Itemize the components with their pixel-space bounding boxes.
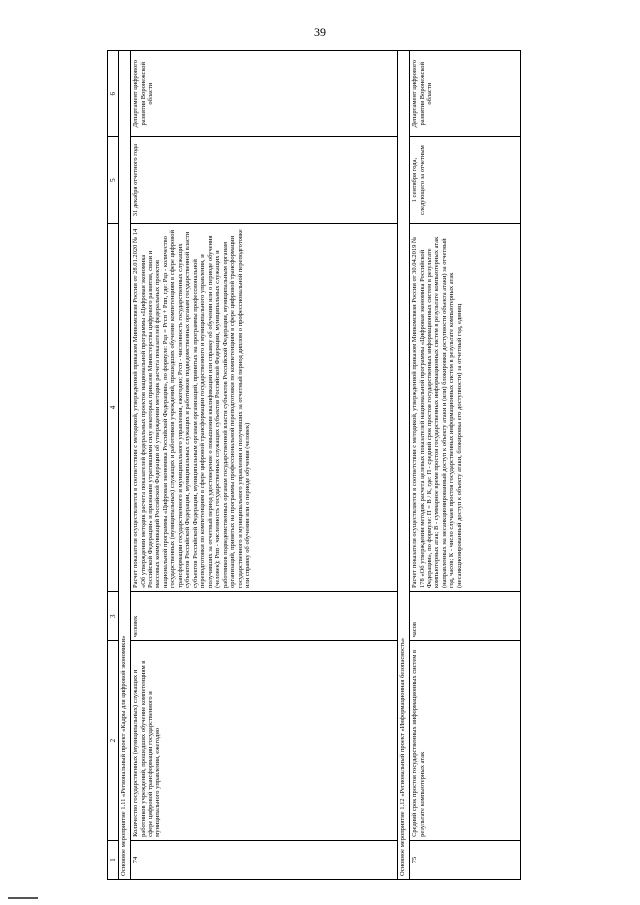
page-number: 39: [314, 25, 326, 39]
col-header-4: 4: [108, 223, 119, 591]
col-header-2: 2: [108, 641, 119, 841]
term: 1 сентября года, следующего за отчетным: [410, 137, 521, 223]
section-row: [398, 51, 410, 880]
header-row: [108, 51, 119, 880]
responsible: Департамент цифрового развития Воронежской области: [131, 51, 398, 137]
indicators-table: [107, 50, 521, 880]
table-row: [410, 51, 521, 880]
unit: человек: [131, 592, 398, 641]
col-header-5: 5: [108, 137, 119, 223]
row-number: 75: [410, 840, 521, 879]
rotated-table-container: [107, 50, 510, 880]
term: 31 декабря отчетного года: [131, 137, 398, 223]
calculation-method: Расчет показателя осуществляется в соответствии с методикой, утвержденной приказом Минкомсвязи России от 30.04.2019 № 178 «Об утверждении методик расчета целевых показателей национальной программы «Цифровая экономика Российской Федерации», по формуле: П = В / К, где: П - средний срок простоя государственных информационных систем в результате компьютерных атак; В - суммарное время простоя государственных информационных систем в результате компьютерных атак (направленных на несанкционированный доступ к объекту атаки и (или) блокировки доступности объекта атаки) за отчетный год, часов; К - число случаев простоя государственных информационных систем в результате компьютерных атак (несанкционированный доступ к объекту атаки, блокировка его доступности) за отчетный год, единиц: [410, 223, 521, 591]
unit: часов: [410, 592, 521, 641]
responsible: Департамент цифрового развития Воронежской области: [410, 51, 521, 137]
table-row: [131, 51, 398, 880]
indicator-name: Средний срок простоя государственных информационных систем в результате компьютерных атак: [410, 641, 521, 841]
row-number: 74: [131, 840, 398, 879]
calculation-method: Расчет показателя осуществляется в соответствии с методикой, утвержденной приказом Минкомсвязи России от 28.01.2020 № 14 «Об утверждении методик расчета показателей федеральных проектов национальной программы «Цифровая экономика Российской Федерации» и признании утратившими силу некоторых приказов Министерства цифрового развития, связи и массовых коммуникаций Российской Федерации об утверждении методик расчета показателей федеральных проектов национальной программы «Цифровая экономика Российской Федерации», по формуле: Рцз = Ргсп + Рпп, где: Рцз - количество государственных (муниципальных) служащих и работников учреждений, прошедших обучение компетенциям в сфере цифровой трансформации государственного и муниципального управления, ежегодно; Ргсп - численность государственных служащих субъектов Российской Федерации, муниципальных служащих и работников подведомственных органам государственной власти субъектов Российской Федерации, муниципальным органам организаций, принятых на программы профессиональной переподготовки по компетенциям в сфере цифровой трансформации государственного и муниципального управления, и получивших за отчетный период удостоверение о повышении квалификации или справку об обучении или о периоде обучения (человек); Рпп - численность государственных служащих субъектов Российской Федерации, муниципальных служащих и работников подведомственных органам государственной власти субъектов Российской Федерации, муниципальным органам организаций, принятых на программы профессиональной переподготовки по компетенциям в сфере цифровой трансформации государственного и муниципального управления и получивших за отчетный период диплом о профессиональной переподготовке или справку об обучении или о периоде обучения (человек): [131, 223, 398, 591]
col-header-3: 3: [108, 592, 119, 641]
scan-edge-mark: [8, 897, 38, 899]
section-title: Основное мероприятие 1.12 «Региональный проект «Информационная безопасность»: [398, 51, 410, 880]
col-header-6: 6: [108, 51, 119, 137]
col-header-1: 1: [108, 840, 119, 879]
section-title: Основное мероприятие 1.11 «Региональный проект «Кадры для цифровой экономики»: [119, 51, 131, 880]
indicator-name: Количество государственных (муниципальных) служащих и работников учреждений, прошедших обучение компетенциям в сфере цифровой трансформации государственного и муниципального управления, ежегодно: [131, 641, 398, 841]
section-row: [119, 51, 131, 880]
